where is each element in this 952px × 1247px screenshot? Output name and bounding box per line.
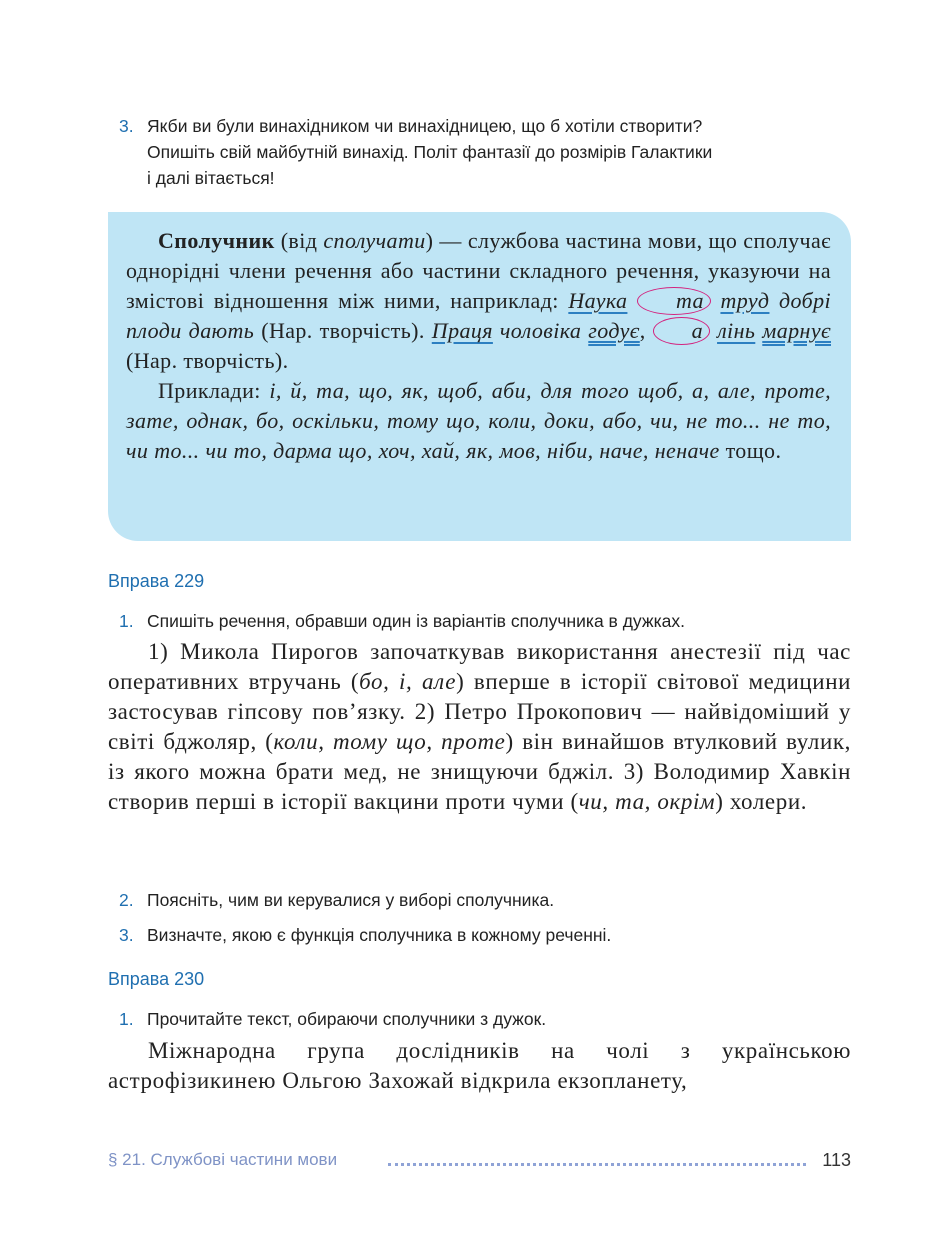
task-number: 3. [119,116,134,136]
paragraph-text: 1) Микола Пирогов започаткував використання анестезії під час оперативних втручань ( [108,639,851,694]
options: чи, та, окрім [578,789,716,814]
task-text: Спишіть речення, обравши один із варіантів сполучника в дужках. [147,611,685,631]
rule-text: (від [274,228,324,253]
examples-end: тощо. [719,438,782,463]
ex230-task-1 [119,1006,854,1032]
paragraph-text: ) холери. [715,789,808,814]
examples-label: Приклади: [158,378,270,403]
ex229-task-1 [119,608,854,634]
task-3-top [119,113,854,191]
task-text [147,113,854,191]
example-source: (Нар. творчість). [126,348,289,373]
rule-examples [126,376,831,466]
example-text: добрі плоди дають [126,288,831,343]
exercise-229-heading: Вправа 229 [108,571,205,591]
ex229-text [108,637,851,817]
task-text: Визначте, якою є функція сполучника в кожному реченні. [147,925,612,945]
rule-text: ) — службова частина мови, що сполучає однорідні члени речення або частини складного речення, указуючи на змістові відношення між ними, наприклад: [126,228,831,313]
rule-source-word: сполучати [323,228,426,253]
task-number: 3. [119,925,134,945]
paragraph-text: ) він винайшов втулковий вулик, із якого можна брати мед, не знищуючи бджіл. 3) Володимир Хавкін створив перші в історії вакцини проти чуми ( [108,729,852,814]
task-line: Опишіть свій майбутній винахід. Політ фантазії до розмірів Галактики [147,142,713,162]
example-predicate: годує [588,318,640,343]
options: коли, тому що, проте [273,729,506,754]
paragraph-text: ) вперше в історії світової медицини застосував гіпсову пов’язку. 2) Петро Прокопович — найвідоміший у світі бджоляр, ( [108,669,852,754]
example-subject: Наука [568,288,628,313]
examples-list: і, й, та, що, як, щоб, аби, для того щоб, а, але, проте, зате, однак, бо, оскільки, тому що, коли, доки, або, чи, не то... не то, чи то... чи то, дарма що, хоч, хай, як, мов, ніби, наче, неначе [126,378,832,463]
example-predicate: марнує [762,318,831,343]
task-text: Поясніть, чим ви керувалися у виборі сполучника. [147,890,555,910]
page-footer [108,1150,851,1176]
dotted-leader [388,1163,806,1166]
example-subject: лінь [717,318,756,343]
ex229-task-2 [119,887,854,913]
exercise-paragraph: Міжнародна група дослідників на чолі з українською астрофізикинею Ольгою Захожай відкрила екзопланету, [108,1038,851,1093]
example-text: , [639,318,646,343]
circled-conjunction: а [653,317,710,345]
task-line: і далі вітається! [147,168,275,188]
example-text: чоловіка [492,318,589,343]
options: бо, і, але [359,669,457,694]
page-number: 113 [822,1150,851,1170]
task-number: 2. [119,890,134,910]
task-number: 1. [119,1009,134,1029]
exercise-230-heading: Вправа 230 [108,969,205,989]
ex230-text [108,1036,851,1096]
rule-definition [126,226,831,376]
task-line: Якби ви були винахідником чи винахідницею, що б хотіли створити? [147,116,703,136]
task-number: 1. [119,611,134,631]
rule-box [108,212,851,541]
example-source: (Нар. творчість). [254,318,432,343]
task-text: Прочитайте текст, обираючи сполучники з дужок. [147,1009,547,1029]
section-title: § 21. Службові частини мови [108,1150,338,1169]
rule-term: Сполучник [158,228,275,253]
ex229-task-3 [119,922,854,948]
circled-conjunction: та [637,287,711,315]
exercise-paragraph [108,637,851,817]
example-subject: Праця [431,318,493,343]
example-subject: труд [720,288,770,313]
